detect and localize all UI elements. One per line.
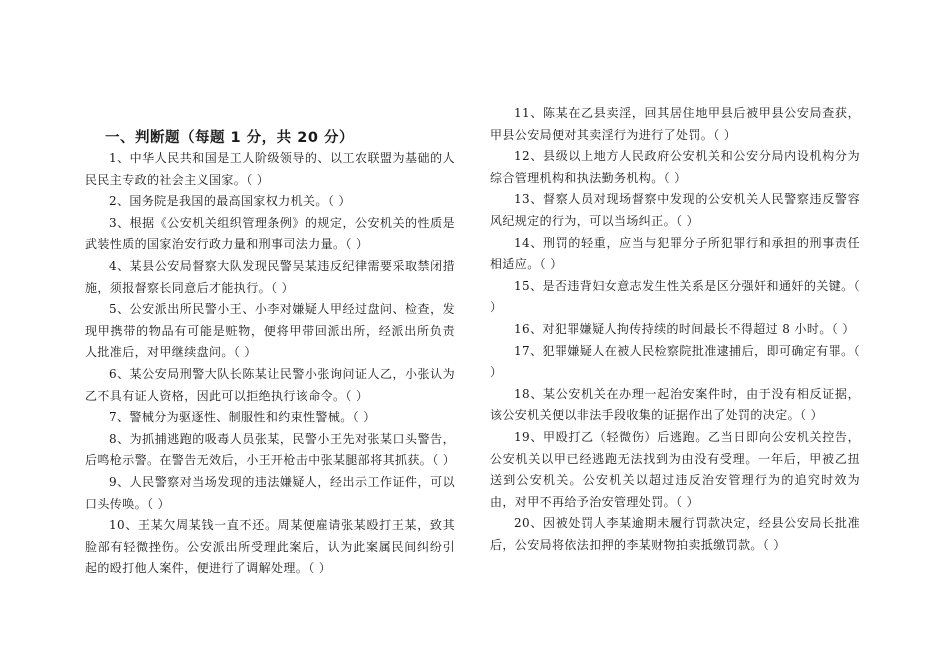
question-16: 16、对犯罪嫌疑人拘传持续的时间最长不得超过 8 小时。（ ） (514, 321, 855, 336)
question-18: 18、某公安机关在办理一起治安案件时，由于没有相反证据，该公安机关便以非法手段收集的证据作出了处罚的决定。（ ） (490, 386, 860, 423)
question-13: 13、督察人员对现场督察中发现的公安机关人民警察违反警容风纪规定的行为，可以当场纠正。（ ） (490, 192, 860, 228)
question-3: 3、根据《公安机关组织管理条例》的规定，公安机关的性质是武装性质的国家治安行政力量和刑事司法力量。（ ） (85, 215, 455, 252)
question-5: 5、公安派出所民警小王、小李对嫌疑人甲经过盘问、检查，发现甲携带的物品有可能是赃物，便将甲带回派出所，经派出所负责人批准后，对甲继续盘问。（ ） (85, 302, 455, 360)
question-1: 1、中华人民共和国是工人阶级领导的、以工农联盟为基础的人民民主专政的社会主义国家。（ ） (85, 151, 455, 187)
question-4: 4、某县公安局督察大队发现民警吴某违反纪律需要采取禁闭措施，须报督察长同意后才能执行。（ ） (85, 258, 455, 295)
question-20: 20、因被处罚人李某逾期未履行罚款决定，经县公安局长批准后，公安局将依法扣押的李某财物拍卖抵缴罚款。（ ） (490, 516, 860, 552)
left-column (85, 148, 455, 580)
question-19: 19、甲殴打乙（轻微伤）后逃跑。乙当日即向公安机关控告，公安机关以甲已经逃跑无法找到为由没有受理。一年后，甲被乙扭送到公安机关。公安机关以超过违反治安管理行为的追究时效为由，对甲不再给予治安管理处罚。（ ） (490, 429, 860, 509)
right-column (490, 103, 860, 556)
question-14: 14、刑罚的轻重，应当与犯罪分子所犯罪行和承担的刑事责任相适应。（ ） (490, 235, 860, 272)
section-heading: 一、判断题（每题 1 分，共 20 分） (105, 130, 354, 146)
question-2: 2、国务院是我国的最高国家权力机关。（ ） (109, 194, 351, 209)
question-15: 15、是否违背妇女意志发生性关系是区分强奸和通奸的关键。（ ） (490, 278, 860, 315)
question-6: 6、某公安局刑警大队长陈某让民警小张询问证人乙，小张认为乙不具有证人资格，因此可以拒绝执行该命令。（ ） (85, 366, 455, 403)
question-11: 11、陈某在乙县卖淫，回其居住地甲县后被甲县公安局查获，甲县公安局便对其卖淫行为进行了处罚。（ ） (490, 106, 860, 142)
question-12: 12、县级以上地方人民政府公安机关和公安分局内设机构分为综合管理机构和执法勤务机构。（ ） (490, 149, 860, 185)
question-17: 17、犯罪嫌疑人在被人民检察院批准逮捕后，即可确定有罪。（ ） (490, 343, 860, 380)
question-7: 7、警械分为驱逐性、制服性和约束性警械。（ ） (109, 410, 376, 425)
question-10: 10、王某欠周某钱一直不还。周某便雇请张某殴打王某，致其脸部有轻微挫伤。公安派出所受理此案后，认为此案属民间纠纷引起的殴打他人案件，便进行了调解处理。（ ） (85, 518, 455, 576)
question-9: 9、人民警察对当场发现的违法嫌疑人，经出示工作证件，可以口头传唤。（ ） (85, 474, 455, 511)
question-8: 8、为抓捕逃跑的吸毒人员张某，民警小王先对张某口头警告，后鸣枪示警。在警告无效后，小王开枪击中张某腿部将其抓获。（ ） (85, 431, 456, 468)
